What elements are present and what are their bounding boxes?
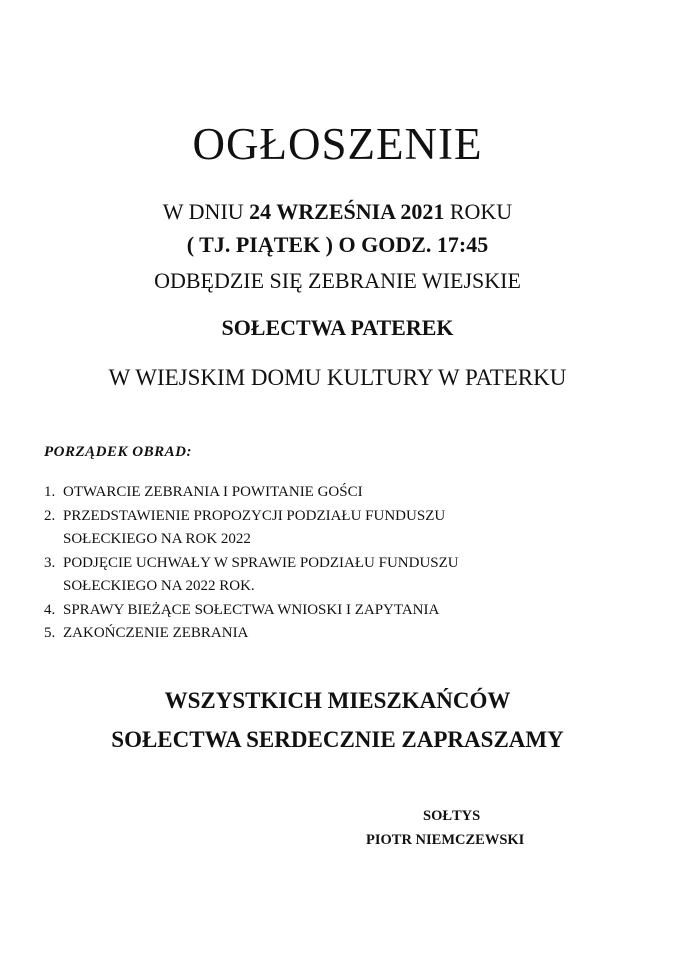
agenda-item-text: PRZEDSTAWIENIE PROPOZYCJI PODZIAŁU FUNDUSZU: [63, 507, 446, 524]
agenda-item: [44, 622, 459, 646]
meeting-time-line: ( TJ. PIĄTEK ) O GODZ. 17:45: [186, 232, 489, 257]
date-prefix: W DNIU: [162, 199, 244, 224]
signature-name: PIOTR NIEMCZEWSKI: [366, 832, 525, 848]
meeting-date: 24 WRZEŚNIA 2021: [249, 199, 445, 224]
agenda-item-number: 1.: [44, 484, 56, 500]
agenda-item-text: SPRAWY BIEŻĄCE SOŁECTWA WNIOSKI I ZAPYTANIA: [63, 601, 440, 618]
invitation-line-1: WSZYSTKICH MIESZKAŃCÓW: [164, 688, 511, 713]
agenda-item-number: 3.: [44, 554, 56, 571]
signature-role: SOŁTYS: [423, 808, 481, 824]
village-name-line: SOŁECTWA PATEREK: [221, 315, 454, 340]
meeting-date-line: [0, 198, 675, 226]
agenda-title: PORZĄDEK OBRAD:: [44, 444, 192, 460]
agenda-item-text: OTWARCIE ZEBRANIA I POWITANIE GOŚCI: [63, 484, 363, 500]
meeting-location-line: W WIEJSKIM DOMU KULTURY W PATERKU: [108, 365, 567, 390]
agenda-list: [44, 481, 459, 646]
agenda-item: [44, 599, 459, 623]
agenda-item: [44, 481, 459, 505]
agenda-item: [44, 505, 459, 552]
agenda-item-number: 2.: [44, 507, 56, 524]
agenda-item-number: 4.: [44, 601, 56, 618]
agenda-item: [44, 552, 459, 599]
invitation-line-2: SOŁECTWA SERDECZNIE ZAPRASZAMY: [111, 727, 564, 752]
agenda-item-text: PODJĘCIE UCHWAŁY W SPRAWIE PODZIAŁU FUNDUSZU: [63, 554, 459, 571]
agenda-item-text-continued: SOŁECKIEGO NA ROK 2022: [63, 531, 251, 547]
meeting-type-line: ODBĘDZIE SIĘ ZEBRANIE WIEJSKIE: [154, 268, 521, 293]
agenda-item-number: 5.: [44, 625, 56, 641]
date-suffix: ROKU: [449, 199, 513, 224]
agenda-item-text-continued: SOŁECKIEGO NA 2022 ROK.: [63, 578, 255, 594]
page-title: OGŁOSZENIE: [192, 119, 483, 169]
agenda-item-text: ZAKOŃCZENIE ZEBRANIA: [63, 625, 249, 641]
